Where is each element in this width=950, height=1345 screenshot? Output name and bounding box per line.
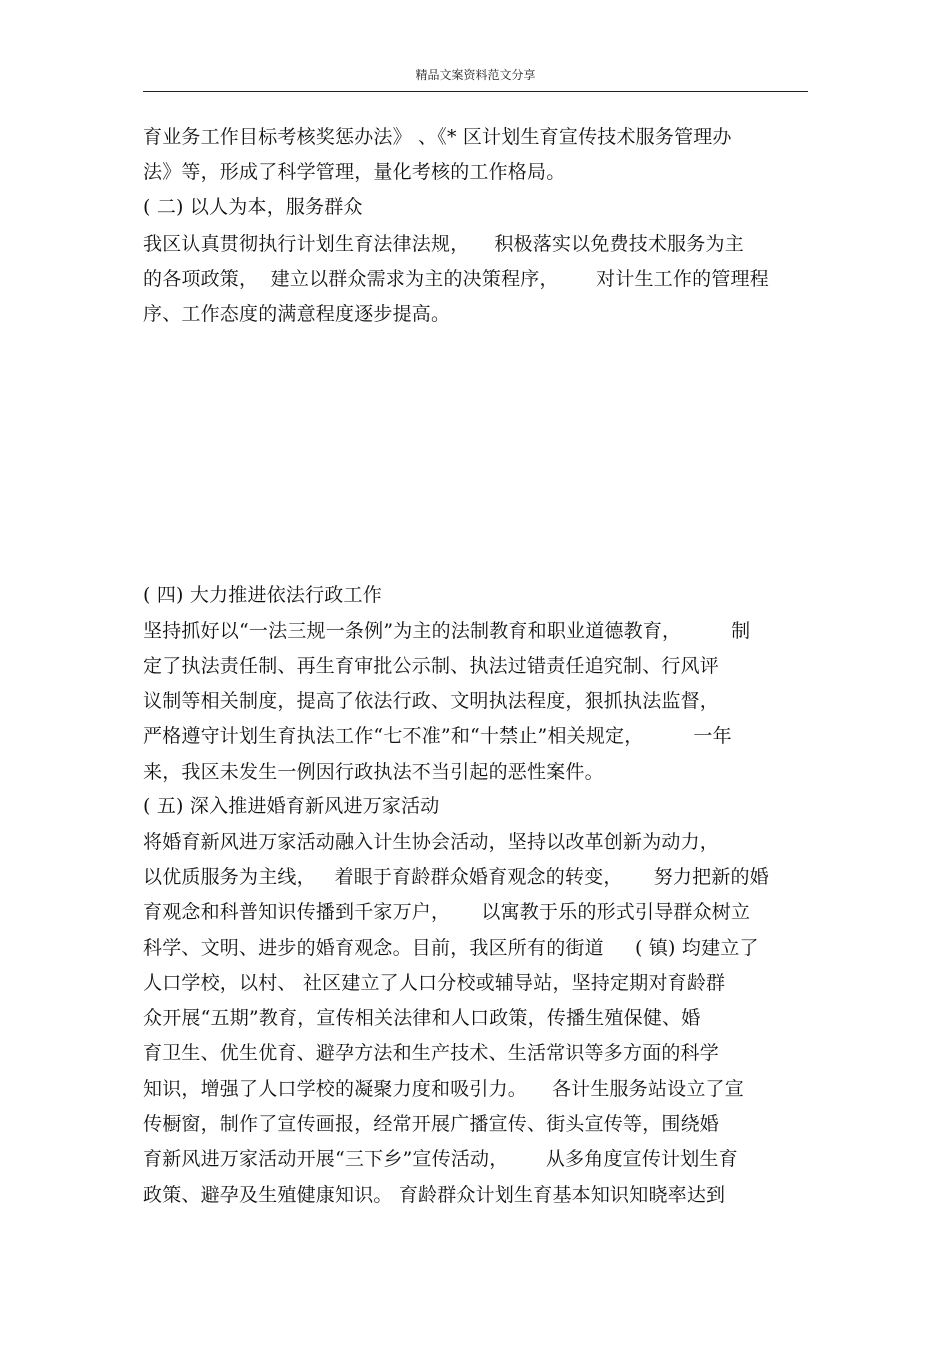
paragraph-line: 人口学校，以村、 社区建立了人口分校或辅导站，坚持定期对育龄群: [143, 972, 726, 994]
paragraph-line: 众开展“五期”教育，宣传相关法律和人口政策，传播生殖保健、婚: [143, 1007, 701, 1029]
paragraph-line: 定了执法责任制、再生育审批公示制、执法过错责任追究制、行风评: [143, 655, 720, 677]
paragraph-line: 将婚育新风进万家活动融入计生协会活动，坚持以改革创新为动力，: [143, 831, 720, 853]
section-heading: ( 四) 大力推进依法行政工作: [143, 584, 382, 606]
paragraph-line: 知识，增强了人口学校的凝聚力度和吸引力。 各计生服务站设立了宣: [143, 1078, 744, 1100]
paragraph-line: 传橱窗，制作了宣传画报，经常开展广播宣传、街头宣传等，围绕婚: [143, 1113, 720, 1135]
paragraph-line: 育业务工作目标考核奖惩办法》 、《* 区计划生育宣传技术服务管理办: [143, 126, 732, 148]
paragraph-line: 严格遵守计划生育执法工作“七不准”和“十禁止”相关规定， 一年: [143, 725, 732, 747]
paragraph-line: 育观念和科普知识传播到千家万户， 以寓教于乐的形式引导群众树立: [143, 901, 751, 923]
paragraph-line: 育卫生、优生优育、避孕方法和生产技术、生活常识等多方面的科学: [143, 1042, 720, 1064]
paragraph-line: 法》等，形成了科学管理，量化考核的工作格局。: [143, 161, 566, 183]
paragraph-line: 政策、避孕及生殖健康知识。 育龄群众计划生育基本知识知晓率达到: [143, 1184, 726, 1206]
section-heading: ( 二) 以人为本，服务群众: [143, 196, 363, 218]
header-divider: [143, 91, 808, 92]
paragraph-line: 坚持抓好以“一法三规一条例”为主的法制教育和职业道德教育， 制: [143, 620, 751, 642]
paragraph-line: 序、工作态度的满意程度逐步提高。: [143, 303, 451, 325]
paragraph-line: 科学、文明、进步的婚育观念。目前，我区所有的街道 ( 镇) 均建立了: [143, 937, 759, 959]
paragraph-line: 来，我区未发生一例因行政执法不当引起的恶性案件。: [143, 761, 604, 783]
page-header: 精品文案资料范文分享: [415, 68, 536, 82]
paragraph-line: 育新风进万家活动开展“三下乡”宣传活动， 从多角度宣传计划生育: [143, 1148, 738, 1170]
paragraph-line: 以优质服务为主线， 着眼于育龄群众婚育观念的转变， 努力把新的婚: [143, 866, 769, 888]
section-heading: ( 五) 深入推进婚育新风进万家活动: [143, 795, 440, 817]
paragraph-line: 我区认真贯彻执行计划生育法律法规， 积极落实以免费技术服务为主: [143, 233, 744, 255]
paragraph-line: 的各项政策， 建立以群众需求为主的决策程序， 对计生工作的管理程: [143, 268, 769, 290]
paragraph-line: 议制等相关制度，提高了依法行政、文明执法程度，狠抓执法监督，: [143, 690, 720, 712]
